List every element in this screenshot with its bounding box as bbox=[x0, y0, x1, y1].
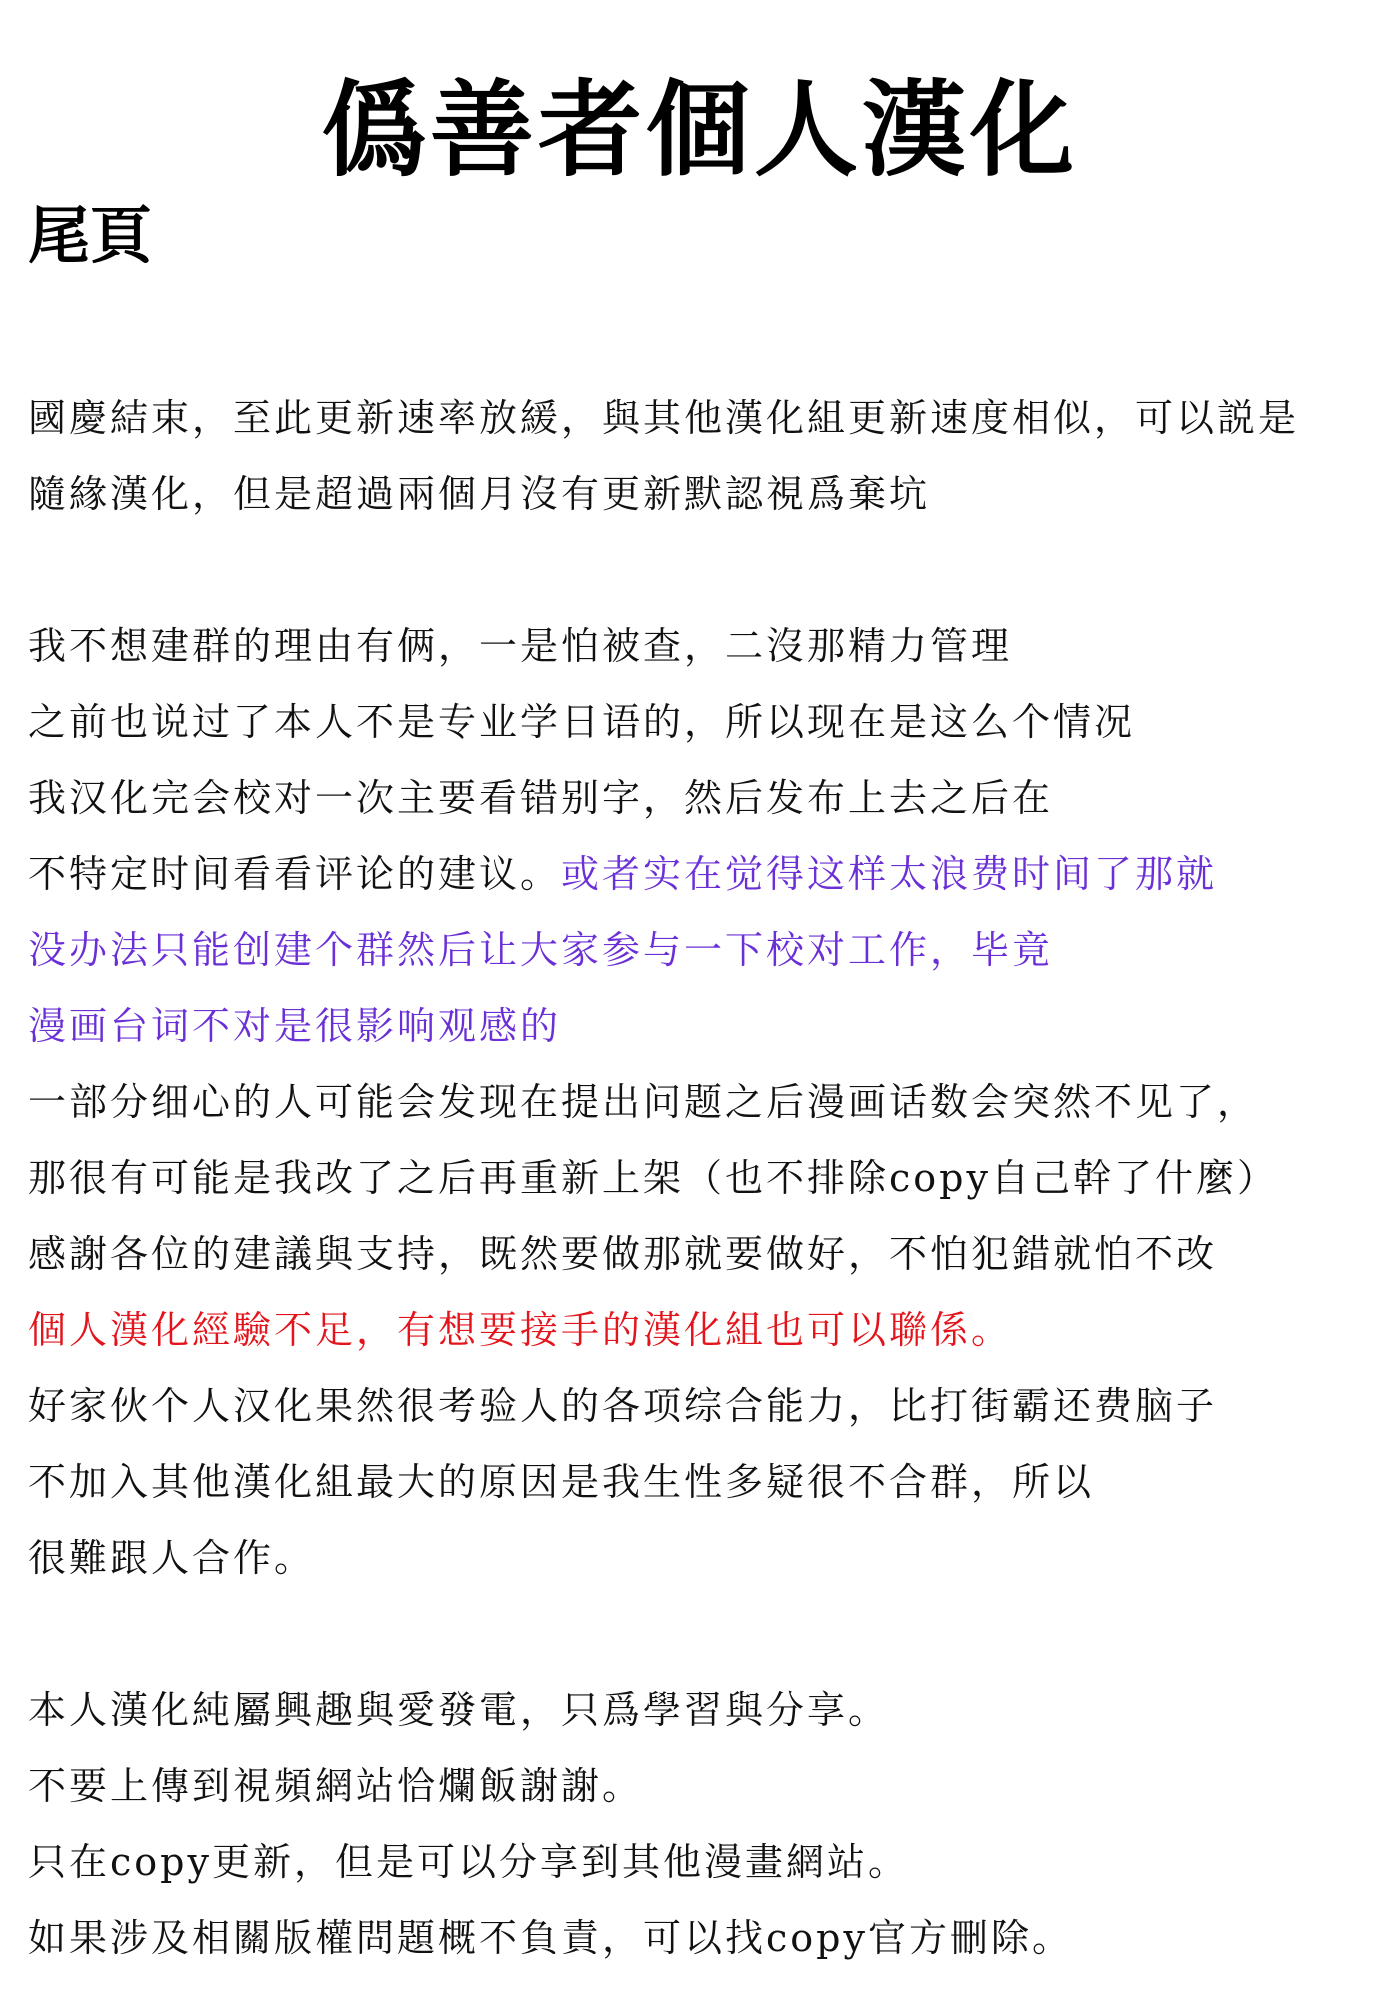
page-subtitle: 尾頁 bbox=[28, 199, 153, 272]
paragraph2-line3: 我汉化完会校对一次主要看错别字，然后发布上去之后在 bbox=[28, 776, 1054, 820]
paragraph2-line6-highlight: 漫画台词不对是很影响观感的 bbox=[28, 1004, 562, 1048]
paragraph2-line5-highlight: 没办法只能创建个群然后让大家参与一下校对工作，毕竟 bbox=[28, 928, 1054, 972]
paragraph2-line11: 好家伙个人汉化果然很考验人的各项综合能力，比打街霸还费脑子 bbox=[28, 1384, 1218, 1428]
paragraph2-line4-highlight: 或者实在觉得这样太浪费时间了那就 bbox=[561, 852, 1218, 896]
paragraph2-line4 bbox=[28, 836, 1388, 912]
paragraph3-line4: 如果涉及相關版權問題概不負責，可以找copy官方刪除。 bbox=[28, 1916, 1073, 1960]
paragraph1-line2: 隨緣漢化，但是超過兩個月沒有更新默認視爲棄坑 bbox=[28, 472, 931, 516]
paragraph2-line8: 那很有可能是我改了之后再重新上架（也不排除copy自己幹了什麼） bbox=[28, 1156, 1278, 1200]
paragraph2-line12: 不加入其他漢化組最大的原因是我生性多疑很不合群，所以 bbox=[28, 1460, 1095, 1504]
paragraph2-line4-plain: 不特定时间看看评论的建议。 bbox=[28, 852, 562, 896]
paragraph2-line7: 一部分细心的人可能会发现在提出问题之后漫画话数会突然不见了， bbox=[28, 1080, 1259, 1124]
paragraph2-line13: 很難跟人合作。 bbox=[28, 1536, 316, 1580]
paragraph-spacer bbox=[28, 532, 1388, 608]
paragraph2-line9: 感謝各位的建議與支持，既然要做那就要做好，不怕犯錯就怕不改 bbox=[28, 1232, 1218, 1276]
page-title: 僞善者個人漢化 bbox=[321, 68, 1078, 191]
paragraph-spacer bbox=[28, 1596, 1388, 1672]
paragraph1-line1: 國慶結束，至此更新速率放緩，與其他漢化組更新速度相似，可以説是 bbox=[28, 396, 1300, 440]
paragraph2-line1: 我不想建群的理由有俩，一是怕被查，二沒那精力管理 bbox=[28, 624, 1013, 668]
paragraph3-line2: 不要上傳到視頻網站恰爛飯謝謝。 bbox=[28, 1764, 644, 1808]
paragraph2-line10-warning: 個人漢化經驗不足，有想要接手的漢化組也可以聯係。 bbox=[28, 1308, 1013, 1352]
paragraph3-line3: 只在copy更新，但是可以分享到其他漫畫網站。 bbox=[28, 1840, 909, 1884]
paragraph3-line1: 本人漢化純屬興趣與愛發電，只爲學習與分享。 bbox=[28, 1688, 890, 1732]
paragraph2-line2: 之前也说过了本人不是专业学日语的，所以现在是这么个情况 bbox=[28, 700, 1136, 744]
document-body bbox=[28, 380, 1388, 1976]
